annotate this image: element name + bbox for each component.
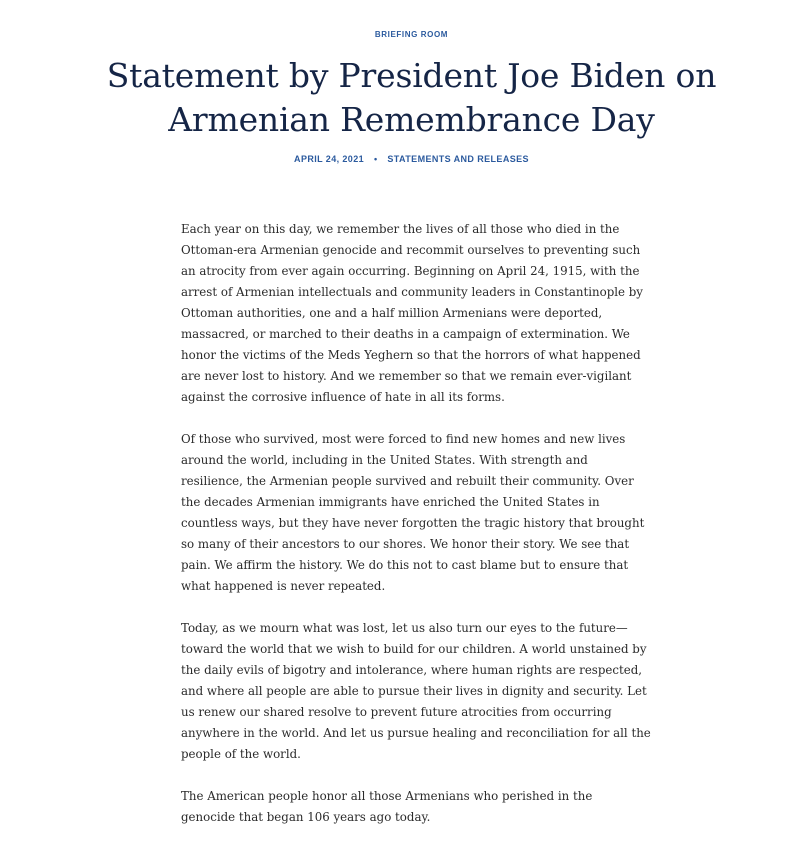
paragraph-line: Each year on this day, we remember the lives of all those who died in the	[181, 222, 620, 236]
paragraph-line: around the world, including in the United States. With strength and	[181, 453, 588, 467]
paragraph-line: honor the victims of the Meds Yeghern so that the horrors of what happened	[181, 348, 641, 362]
post-date: APRIL 24, 2021	[294, 154, 365, 164]
paragraph-4	[181, 786, 643, 828]
paragraph-line: and where all people are able to pursue their lives in dignity and security. Let	[181, 684, 647, 698]
paragraph-line: arrest of Armenian intellectuals and community leaders in Constantinople by	[181, 285, 643, 299]
post-meta	[0, 154, 797, 164]
page-title	[0, 54, 797, 142]
paragraph-line: Today, as we mourn what was lost, let us also turn our eyes to the future—	[181, 621, 628, 635]
paragraph-line: anywhere in the world. And let us pursue healing and reconciliation for all the	[181, 726, 651, 740]
paragraph-3	[181, 618, 651, 765]
paragraph-line: pain. We affirm the history. We do this not to cast blame but to ensure that	[181, 558, 629, 572]
category-link-statements-and-releases[interactable]: STATEMENTS AND RELEASES	[387, 154, 529, 164]
paragraph-1	[181, 219, 643, 408]
paragraph-line: what happened is never repeated.	[181, 579, 386, 593]
paragraph-line: Ottoman-era Armenian genocide and recommit ourselves to preventing such	[181, 243, 641, 257]
paragraph-line: the decades Armenian immigrants have enriched the United States in	[181, 495, 600, 509]
paragraph-line: massacred, or marched to their deaths in a campaign of extermination. We	[181, 327, 630, 341]
paragraph-2	[181, 429, 643, 597]
paragraph-line: genocide that began 106 years ago today.	[181, 810, 431, 824]
paragraph-line: The American people honor all those Armenians who perished in the	[181, 789, 593, 803]
paragraph-line: an atrocity from ever again occurring. Beginning on April 24, 1915, with the	[181, 264, 640, 278]
paragraph-line: resilience, the Armenian people survived and rebuilt their community. Over	[181, 474, 634, 488]
paragraph-line: countless ways, but they have never forgotten the tragic history that brought	[181, 516, 645, 530]
page-title-line-1: Statement by President Joe Biden on	[106, 56, 717, 95]
paragraph-line: toward the world that we wish to build for our children. A world unstained by	[181, 642, 647, 656]
article-body	[181, 219, 651, 849]
paragraph-line: so many of their ancestors to our shores. We honor their story. We see that	[181, 537, 630, 551]
paragraph-line: the daily evils of bigotry and intolerance, where human rights are respected,	[181, 663, 643, 677]
paragraph-line: Of those who survived, most were forced to find new homes and new lives	[181, 432, 626, 446]
paragraph-line: people of the world.	[181, 747, 301, 761]
paragraph-line: are never lost to history. And we remember so that we remain ever-vigilant	[181, 369, 632, 383]
paragraph-line: Ottoman authorities, one and a half million Armenians were deported,	[181, 306, 603, 320]
paragraph-line: against the corrosive influence of hate in all its forms.	[181, 390, 505, 404]
meta-separator: •	[373, 154, 378, 164]
paragraph-line: us renew our shared resolve to prevent future atrocities from occurring	[181, 705, 612, 719]
page-title-line-2: Armenian Remembrance Day	[168, 100, 655, 139]
eyebrow-link-briefing-room[interactable]: BRIEFING ROOM	[374, 30, 449, 39]
